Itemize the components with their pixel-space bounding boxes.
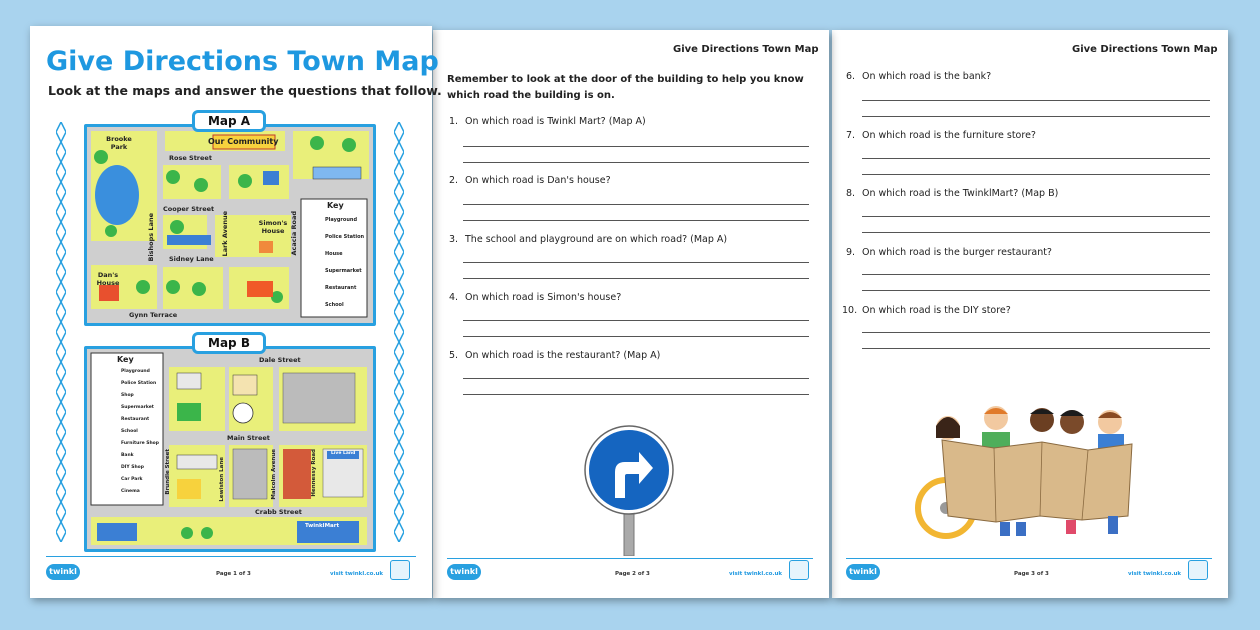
question-number: 6. bbox=[846, 71, 856, 82]
answer-line[interactable] bbox=[463, 320, 809, 321]
road-label: Sidney Lane bbox=[169, 255, 214, 263]
key-item: Restaurant bbox=[325, 285, 357, 291]
page-number: Page 3 of 3 bbox=[1014, 571, 1049, 577]
footer-divider bbox=[447, 558, 813, 559]
page-subtitle: Look at the maps and answer the questions that follow. bbox=[48, 83, 442, 98]
road-label: Bishops Lane bbox=[147, 213, 155, 262]
place-label: Brooke Park bbox=[106, 135, 132, 151]
question-2 bbox=[449, 175, 611, 186]
question-text: On which road is the DIY store? bbox=[862, 305, 1011, 316]
answer-line[interactable] bbox=[862, 332, 1210, 333]
instructions: Remember to look at the door of the building to help you know which road the building is on. bbox=[447, 74, 804, 101]
question-text: On which road is the furniture store? bbox=[862, 130, 1036, 141]
question-number: 5. bbox=[449, 350, 459, 361]
question-number: 7. bbox=[846, 130, 856, 141]
answer-line[interactable] bbox=[862, 348, 1210, 349]
footer-url[interactable]: visit twinkl.co.uk bbox=[330, 571, 384, 577]
answer-line[interactable] bbox=[862, 116, 1210, 117]
page-header: Give Directions Town Map bbox=[1072, 44, 1218, 55]
question-6 bbox=[846, 71, 991, 82]
twinkl-logo: twinkl bbox=[46, 564, 80, 580]
question-text: The school and playground are on which road? (Map A) bbox=[465, 234, 728, 245]
key-title: Key bbox=[117, 355, 134, 364]
answer-line[interactable] bbox=[463, 220, 809, 221]
question-text: On which road is Dan's house? bbox=[465, 175, 611, 186]
key-item: Bank bbox=[121, 453, 134, 458]
page-number: Page 1 of 3 bbox=[216, 571, 251, 577]
question-7 bbox=[846, 130, 1036, 141]
question-9 bbox=[846, 247, 1052, 258]
answer-line[interactable] bbox=[463, 394, 809, 395]
map-b-label: Map B bbox=[192, 332, 266, 354]
key-item: School bbox=[121, 429, 138, 434]
worksheet-page-2[interactable] bbox=[433, 30, 829, 598]
road-label: Crabb Street bbox=[255, 508, 302, 516]
question-1 bbox=[449, 116, 646, 127]
question-3 bbox=[449, 234, 727, 245]
shop-sign: TwinklMart bbox=[305, 523, 340, 529]
key-item: Shop bbox=[121, 393, 134, 398]
question-text: On which road is the bank? bbox=[862, 71, 992, 82]
road-label: Dale Street bbox=[259, 356, 301, 364]
key-item: House bbox=[325, 251, 343, 257]
key-item: Supermarket bbox=[325, 268, 362, 274]
worksheet-page-1[interactable] bbox=[30, 26, 442, 598]
answer-line[interactable] bbox=[463, 278, 809, 279]
key-title: Key bbox=[327, 201, 344, 210]
footer-url[interactable]: visit twinkl.co.uk bbox=[1128, 571, 1182, 577]
answer-line[interactable] bbox=[862, 216, 1210, 217]
key-item: Supermarket bbox=[121, 405, 154, 410]
question-text: On which road is the burger restaurant? bbox=[862, 247, 1052, 258]
key-item: Police Station bbox=[121, 381, 157, 386]
road-label: Brundle Street bbox=[165, 449, 171, 495]
answer-line[interactable] bbox=[862, 158, 1210, 159]
road-label: Hennessy Road bbox=[311, 449, 317, 497]
question-text: On which road is the restaurant? (Map A) bbox=[465, 350, 661, 361]
twinkl-logo: twinkl bbox=[447, 564, 481, 580]
footer-divider bbox=[46, 556, 416, 557]
map-b-drawing bbox=[87, 349, 373, 549]
road-label: Lewiston Lane bbox=[219, 457, 225, 502]
road-label: Malcolm Avenue bbox=[271, 449, 277, 500]
question-number: 4. bbox=[449, 292, 459, 303]
answer-line[interactable] bbox=[463, 162, 809, 163]
twinkl-logo: twinkl bbox=[846, 564, 880, 580]
answer-line[interactable] bbox=[463, 262, 809, 263]
quality-badge-icon bbox=[789, 560, 809, 580]
question-number: 8. bbox=[846, 188, 856, 199]
community-sign: Our Community bbox=[208, 137, 279, 146]
cinema-sign: Live Land bbox=[331, 451, 356, 456]
footer-divider bbox=[846, 558, 1212, 559]
question-number: 10. bbox=[842, 305, 858, 316]
question-number: 3. bbox=[449, 234, 459, 245]
question-number: 9. bbox=[846, 247, 856, 258]
road-label: Lark Avenue bbox=[221, 211, 229, 257]
question-4 bbox=[449, 292, 621, 303]
turn-right-sign-icon bbox=[581, 424, 677, 556]
key-item: Playground bbox=[325, 217, 358, 223]
quality-badge-icon bbox=[390, 560, 410, 580]
question-text: On which road is the TwinklMart? (Map B) bbox=[862, 188, 1059, 199]
question-10 bbox=[842, 305, 1011, 316]
key-item: Playground bbox=[121, 369, 150, 374]
answer-line[interactable] bbox=[463, 204, 809, 205]
answer-line[interactable] bbox=[862, 232, 1210, 233]
zigzag-border-right bbox=[394, 122, 404, 542]
answer-line[interactable] bbox=[463, 146, 809, 147]
answer-line[interactable] bbox=[862, 174, 1210, 175]
answer-line[interactable] bbox=[862, 100, 1210, 101]
page-title: Give Directions Town Map bbox=[46, 46, 439, 77]
key-item: DIY Shop bbox=[121, 465, 144, 470]
key-item: Car Park bbox=[121, 477, 143, 482]
answer-line[interactable] bbox=[862, 290, 1210, 291]
key-item: School bbox=[325, 302, 344, 308]
children-reading-map-illustration bbox=[912, 398, 1152, 540]
page-header: Give Directions Town Map bbox=[673, 44, 819, 55]
zigzag-border-left bbox=[56, 122, 66, 542]
map-a bbox=[84, 124, 376, 326]
quality-badge-icon bbox=[1188, 560, 1208, 580]
map-b bbox=[84, 346, 376, 552]
question-text: On which road is Twinkl Mart? (Map A) bbox=[465, 116, 646, 127]
place-label: Dan's House bbox=[96, 271, 120, 287]
question-text: On which road is Simon's house? bbox=[465, 292, 622, 303]
key-item: Police Station bbox=[325, 234, 365, 240]
road-label: Main Street bbox=[227, 434, 270, 442]
road-label: Acacia Road bbox=[290, 211, 298, 256]
question-number: 1. bbox=[449, 116, 459, 127]
answer-line[interactable] bbox=[463, 378, 809, 379]
key-item: Restaurant bbox=[121, 417, 150, 422]
answer-line[interactable] bbox=[463, 336, 809, 337]
worksheet-page-3[interactable] bbox=[832, 30, 1228, 598]
road-label: Cooper Street bbox=[163, 205, 215, 213]
map-a-drawing bbox=[87, 127, 373, 323]
key-item: Furniture Shop bbox=[121, 441, 159, 446]
footer-url[interactable]: visit twinkl.co.uk bbox=[729, 571, 783, 577]
map-a-label: Map A bbox=[192, 110, 266, 132]
question-number: 2. bbox=[449, 175, 459, 186]
road-label: Gynn Terrace bbox=[129, 311, 178, 319]
place-label: Simon's House bbox=[258, 219, 288, 235]
question-8 bbox=[846, 188, 1058, 199]
question-5 bbox=[449, 350, 660, 361]
road-label: Rose Street bbox=[169, 154, 212, 162]
key-item: Cinema bbox=[121, 489, 140, 494]
answer-line[interactable] bbox=[862, 274, 1210, 275]
page-number: Page 2 of 3 bbox=[615, 571, 650, 577]
